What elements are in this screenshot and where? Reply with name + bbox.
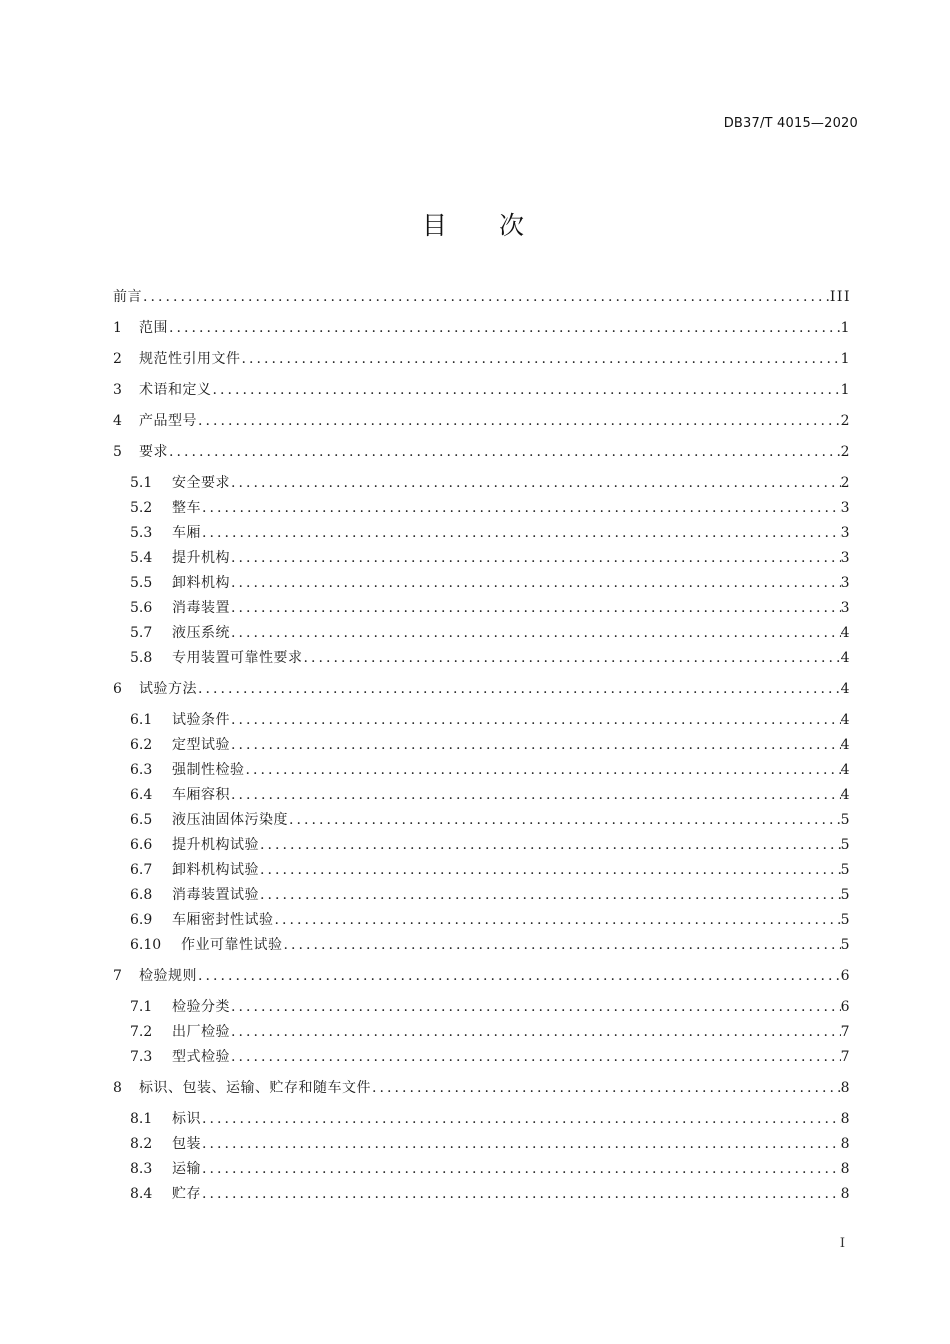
- toc-subentry[interactable]: [113, 933, 851, 958]
- toc-subentry[interactable]: [113, 783, 851, 808]
- toc-entry-label: 消毒装置试验: [172, 887, 259, 903]
- toc-entry[interactable]: [113, 1076, 851, 1107]
- toc-entry[interactable]: [113, 409, 851, 440]
- toc-entry-page: 1: [840, 382, 851, 398]
- document-code: DB37/T 4015—2020: [723, 116, 858, 131]
- toc-subentry[interactable]: [113, 733, 851, 758]
- toc-entry-page: 8: [840, 1111, 851, 1127]
- toc-leader-dots: [212, 378, 841, 403]
- toc-entry-page: 8: [840, 1161, 851, 1177]
- toc-entry-page: 8: [840, 1136, 851, 1152]
- toc-entry-number: 5.3: [130, 525, 153, 541]
- toc-leader-dots: [168, 440, 841, 465]
- toc-entry-label: 运输: [172, 1161, 201, 1177]
- toc-entry-number: 5.5: [130, 575, 153, 591]
- toc-entry-page: 2: [840, 444, 851, 460]
- toc-entry[interactable]: [113, 964, 851, 995]
- toc-entry-page: 5: [840, 837, 851, 853]
- toc-leader-dots: [201, 1157, 841, 1182]
- toc-entry-number: 8.2: [130, 1136, 153, 1152]
- toc-subentry[interactable]: [113, 1045, 851, 1070]
- toc-entry-page: 3: [840, 600, 851, 616]
- toc-entry-number: 5.6: [130, 600, 153, 616]
- toc-entry-page: 4: [840, 737, 851, 753]
- toc-subentry[interactable]: [113, 596, 851, 621]
- toc-leader-dots: [230, 783, 841, 808]
- toc-entry-number: 6.10: [130, 937, 162, 953]
- toc-entry-page: 5: [840, 862, 851, 878]
- toc-subentry[interactable]: [113, 621, 851, 646]
- toc-entry-label: 专用装置可靠性要求: [172, 650, 303, 666]
- toc-leader-dots: [201, 1107, 841, 1132]
- toc-subentry[interactable]: [113, 858, 851, 883]
- toc-entry-page: 4: [840, 712, 851, 728]
- toc-entry-label: 定型试验: [172, 737, 230, 753]
- toc-entry-number: 5.4: [130, 550, 153, 566]
- toc-leader-dots: [201, 1182, 841, 1207]
- toc-entry-label: 要求: [139, 444, 168, 460]
- toc-entry-number: 6.5: [130, 812, 153, 828]
- toc-leader-dots: [241, 347, 841, 372]
- toc-entry-number: 5.7: [130, 625, 153, 641]
- toc-entry-number: 6.3: [130, 762, 153, 778]
- toc-leader-dots: [230, 733, 841, 758]
- toc-entry-page: 4: [840, 681, 851, 697]
- toc-entry-number: 7: [113, 968, 122, 984]
- toc-entry-page: 4: [840, 650, 851, 666]
- toc-leader-dots: [288, 808, 841, 833]
- toc-entry-label: 整车: [172, 500, 201, 516]
- toc-entry-label: 提升机构试验: [172, 837, 259, 853]
- page-title: 目 次: [422, 211, 546, 240]
- toc-subentry[interactable]: [113, 546, 851, 571]
- toc-entry-number: 6: [113, 681, 122, 697]
- toc-entry-number: 8.3: [130, 1161, 153, 1177]
- toc-entry-label: 作业可靠性试验: [181, 937, 283, 953]
- toc-entry-label: 贮存: [172, 1186, 201, 1202]
- toc-entry-number: 6.7: [130, 862, 153, 878]
- toc-subentry[interactable]: [113, 1132, 851, 1157]
- toc-entry-label: 标识: [172, 1111, 201, 1127]
- toc-leader-dots: [142, 285, 830, 310]
- toc-subentry[interactable]: [113, 1157, 851, 1182]
- toc-entry-page: 6: [840, 999, 851, 1015]
- toc-entry-page: 7: [840, 1049, 851, 1065]
- toc-leader-dots: [230, 596, 841, 621]
- toc-entry-label: 型式检验: [172, 1049, 230, 1065]
- toc-entry-label: 提升机构: [172, 550, 230, 566]
- toc-subentry[interactable]: [113, 1182, 851, 1207]
- toc-leader-dots: [245, 758, 841, 783]
- toc-entry-number: 5.8: [130, 650, 153, 666]
- toc-leader-dots: [230, 621, 841, 646]
- toc-subentry[interactable]: [113, 758, 851, 783]
- toc-entry-number: 5.2: [130, 500, 153, 516]
- toc-leader-dots: [274, 908, 841, 933]
- toc-entry-page: 1: [840, 320, 851, 336]
- toc-subentry[interactable]: [113, 471, 851, 496]
- toc-leader-dots: [259, 833, 841, 858]
- toc-entry-label: 产品型号: [139, 413, 197, 429]
- toc-subentry[interactable]: [113, 1020, 851, 1045]
- toc-entry-number: 1: [113, 320, 122, 336]
- toc-entry-page: 5: [840, 912, 851, 928]
- toc-entry-number: 2: [113, 351, 122, 367]
- toc-entry[interactable]: [113, 285, 851, 316]
- toc-subentry[interactable]: [113, 808, 851, 833]
- toc-entry-page: 3: [840, 525, 851, 541]
- toc-entry-number: 8: [113, 1080, 122, 1096]
- toc-entry-number: 6.9: [130, 912, 153, 928]
- toc-entry-page: 5: [840, 937, 851, 953]
- toc-leader-dots: [201, 496, 841, 521]
- toc-entry-label: 前言: [113, 289, 142, 305]
- toc-subentry[interactable]: [113, 708, 851, 733]
- toc-entry-label: 范围: [139, 320, 168, 336]
- toc-leader-dots: [259, 883, 841, 908]
- footer-page-number: I: [839, 1236, 845, 1251]
- toc-leader-dots: [201, 521, 841, 546]
- toc-leader-dots: [230, 1020, 841, 1045]
- toc-entry-page: 2: [840, 413, 851, 429]
- toc-entry-page: 2: [840, 475, 851, 491]
- toc-entry-number: 6.6: [130, 837, 153, 853]
- toc-leader-dots: [197, 677, 841, 702]
- toc-entry-label: 强制性检验: [172, 762, 245, 778]
- toc-entry-label: 消毒装置: [172, 600, 230, 616]
- toc-entry-label: 规范性引用文件: [139, 351, 241, 367]
- toc-entry-label: 安全要求: [172, 475, 230, 491]
- toc-entry-page: 6: [840, 968, 851, 984]
- toc-entry-page: 3: [840, 500, 851, 516]
- toc-leader-dots: [283, 933, 841, 958]
- toc-entry-label: 液压系统: [172, 625, 230, 641]
- toc-leader-dots: [303, 646, 841, 671]
- toc-entry[interactable]: [113, 316, 851, 347]
- toc-entry-number: 6.2: [130, 737, 153, 753]
- toc-leader-dots: [230, 1045, 841, 1070]
- toc-entry-page: 4: [840, 787, 851, 803]
- toc-entry-page: 3: [840, 550, 851, 566]
- toc-entry-number: 5.1: [130, 475, 153, 491]
- toc-entry-number: 6.1: [130, 712, 153, 728]
- toc-leader-dots: [230, 995, 841, 1020]
- toc-entry[interactable]: [113, 677, 851, 708]
- toc-subentry[interactable]: [113, 646, 851, 671]
- toc-entry-number: 4: [113, 413, 122, 429]
- toc-entry-page: 4: [840, 625, 851, 641]
- toc-entry-label: 检验分类: [172, 999, 230, 1015]
- toc-leader-dots: [259, 858, 841, 883]
- toc-subentry[interactable]: [113, 496, 851, 521]
- toc-entry-number: 3: [113, 382, 122, 398]
- toc-entry-label: 车厢: [172, 525, 201, 541]
- toc-subentry[interactable]: [113, 521, 851, 546]
- toc-subentry[interactable]: [113, 1107, 851, 1132]
- toc-entry-number: 8.4: [130, 1186, 153, 1202]
- toc-entry-label: 检验规则: [139, 968, 197, 984]
- toc-entry-page: 4: [840, 762, 851, 778]
- toc-entry-page: III: [829, 289, 851, 305]
- toc-entry-page: 7: [840, 1024, 851, 1040]
- toc-entry-label: 试验条件: [172, 712, 230, 728]
- toc-entry-number: 6.8: [130, 887, 153, 903]
- toc-entry-number: 7.1: [130, 999, 153, 1015]
- toc-leader-dots: [230, 571, 841, 596]
- toc-leader-dots: [230, 546, 841, 571]
- toc-entry-number: 7.3: [130, 1049, 153, 1065]
- toc-subentry[interactable]: [113, 995, 851, 1020]
- toc-entry[interactable]: [113, 440, 851, 471]
- toc-leader-dots: [168, 316, 841, 341]
- table-of-contents: [113, 285, 851, 1207]
- toc-leader-dots: [197, 964, 841, 989]
- toc-entry-page: 8: [840, 1186, 851, 1202]
- toc-entry-label: 包装: [172, 1136, 201, 1152]
- toc-entry[interactable]: [113, 347, 851, 378]
- toc-entry-number: 6.4: [130, 787, 153, 803]
- toc-entry-label: 试验方法: [139, 681, 197, 697]
- toc-leader-dots: [201, 1132, 841, 1157]
- toc-entry-label: 出厂检验: [172, 1024, 230, 1040]
- toc-leader-dots: [371, 1076, 841, 1101]
- toc-entry-label: 标识、包装、运输、贮存和随车文件: [139, 1080, 371, 1096]
- toc-entry-label: 车厢容积: [172, 787, 230, 803]
- toc-entry-label: 液压油固体污染度: [172, 812, 288, 828]
- toc-entry-page: 5: [840, 887, 851, 903]
- toc-entry-page: 3: [840, 575, 851, 591]
- toc-leader-dots: [230, 708, 841, 733]
- toc-subentry[interactable]: [113, 571, 851, 596]
- toc-entry[interactable]: [113, 378, 851, 409]
- toc-entry-number: 5: [113, 444, 122, 460]
- toc-entry-page: 1: [840, 351, 851, 367]
- toc-subentry[interactable]: [113, 908, 851, 933]
- toc-entry-label: 术语和定义: [139, 382, 212, 398]
- toc-entry-label: 车厢密封性试验: [172, 912, 274, 928]
- toc-subentry[interactable]: [113, 833, 851, 858]
- toc-entry-number: 7.2: [130, 1024, 153, 1040]
- toc-entry-label: 卸料机构试验: [172, 862, 259, 878]
- toc-leader-dots: [197, 409, 841, 434]
- toc-entry-page: 5: [840, 812, 851, 828]
- toc-leader-dots: [230, 471, 841, 496]
- toc-subentry[interactable]: [113, 883, 851, 908]
- toc-entry-label: 卸料机构: [172, 575, 230, 591]
- toc-entry-number: 8.1: [130, 1111, 153, 1127]
- toc-entry-page: 8: [840, 1080, 851, 1096]
